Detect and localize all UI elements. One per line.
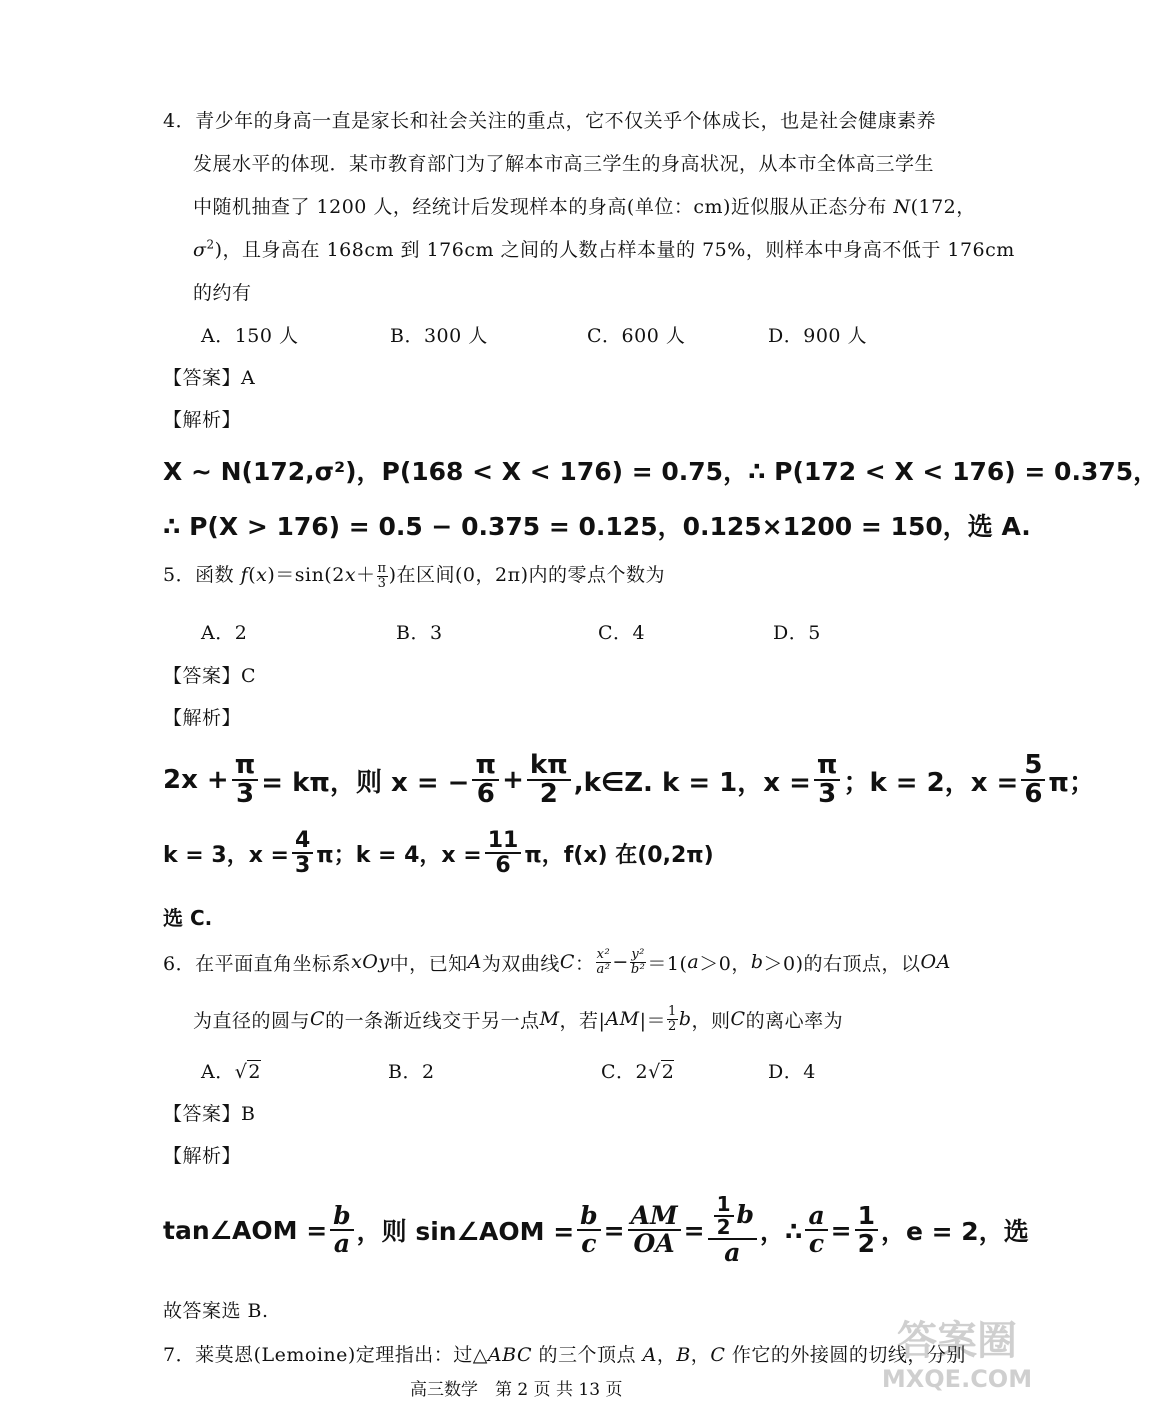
q4-stem-line5: 的约有 [193,282,252,304]
watermark-logo: 答案圈 MXQE.COM [881,1318,1033,1393]
q4-option-b: B．300 人 [390,325,488,347]
q6-option-d: D．4 [768,1061,816,1083]
page-footer: 高三数学 第 2 页 共 13 页 [410,1380,623,1400]
q5-option-d: D．5 [773,622,821,644]
q5-stem: 5．函数 f(x)＝sin(2x＋ $\frac{\pi}{3}$ )在区间(0，2π)内的零点个数为 [163,560,665,591]
q4-stem-line2: 发展水平的体现．某市教育部门为了解本市高三学生的身高状况，从本市全体高三学生 [193,153,935,175]
q4-option-a: A．150 人 [201,325,299,347]
q6-option-b: B．2 [388,1061,435,1083]
q6-answer: 【答案】B [163,1103,256,1125]
q5-analysis-label: 【解析】 [163,707,242,729]
q4-stem-line3: 中随机抽查了 1200 人，经统计后发现样本的身高(单位：cm)近似服从正态分布 N(172， [193,196,976,218]
q6-stem-line2: 为直径的圆与 C 的一条渐近线交于另一点 M ，若| AM |＝ $\frac{1}{2}$ b ，则 C 的离心率为 [193,1003,844,1034]
q5-answer: 【答案】C [163,665,257,687]
q4-option-d: D．900 人 [768,325,868,347]
q4-option-c: C．600 人 [587,325,686,347]
q4-stem-line4: $\sigma^2$)，且身高在 168cm 到 176cm 之间的人数占样本量的 75%，则样本中身高不低于 176cm [193,237,1015,261]
q6-option-c: C．2√2 [601,1061,675,1083]
q5-option-c: C．4 [598,622,646,644]
q5-option-b: B．3 [396,622,443,644]
q6-conclusion: 故答案选 B. [163,1300,269,1322]
q7-stem-line1: 7．莱莫恩(Lemoine)定理指出：过△ABC 的三个顶点 A，B，C 作它的外接圆的切线，分别 [163,1344,966,1366]
q4-solution-line1: X ~ N(172,σ²)，P(168 < X < 176) = 0.75，∴ P(172 < X < 176) = 0.375， [163,457,1158,486]
q4-answer: 【答案】A [163,367,256,389]
q4-solution-line2: ∴ P(X > 176) = 0.5 − 0.375 = 0.125，0.125×1200 = 150，选 A. [163,512,1031,541]
pi-over-3-fraction: $\frac{\pi}{3}$ [377,560,387,591]
q6-solution: tan∠AOM = $\frac{b}{a}$ ，则 sin∠AOM = $\frac{b}{c}$ = $\frac{AM}{OA}$ = $\frac{1}{2}$ b a ，∴ $\frac{a}{c}$ = $\frac{1}{2}$ ，e = 2，选 [163,1191,1029,1267]
q4-stem-line1: 4．青少年的身高一直是家长和社会关注的重点，它不仅关乎个体成长，也是社会健康素养 [163,110,937,132]
q6-option-a: A．√2 [201,1061,261,1083]
q5-solution-line1: 2x + $\frac{\pi}{3}$ = kπ，则 x = − $\frac{\pi}{6}$ + $\frac{k\pi}{2}$ ,k∈Z. k = 1，x = $\frac{\pi}{3}$ ；k = 2，x = $\frac{5}{6}$ π； [163,749,1095,809]
q5-option-a: A．2 [201,622,248,644]
q5-select: 选 C. [163,906,213,930]
sqrt-icon: √ [648,1061,661,1083]
q6-stem-line1: 6．在平面直角坐标系 xOy 中，已知 A 为双曲线 C ： $\frac{\text{x²}}{\text{a²}}$ − $\frac{\text{y²}}{\text{b²}}$ ＝1( a ＞0， b ＞0)的右顶点，以 OA [163,946,951,977]
sqrt-icon: √ [234,1061,248,1083]
q5-solution-line2: k = 3，x = $\frac{4}{3}$ π；k = 4，x = $\frac{11}{6}$ π，f(x) 在(0,2π) [163,827,714,878]
q4-analysis-label: 【解析】 [163,409,242,431]
q6-analysis-label: 【解析】 [163,1145,242,1167]
